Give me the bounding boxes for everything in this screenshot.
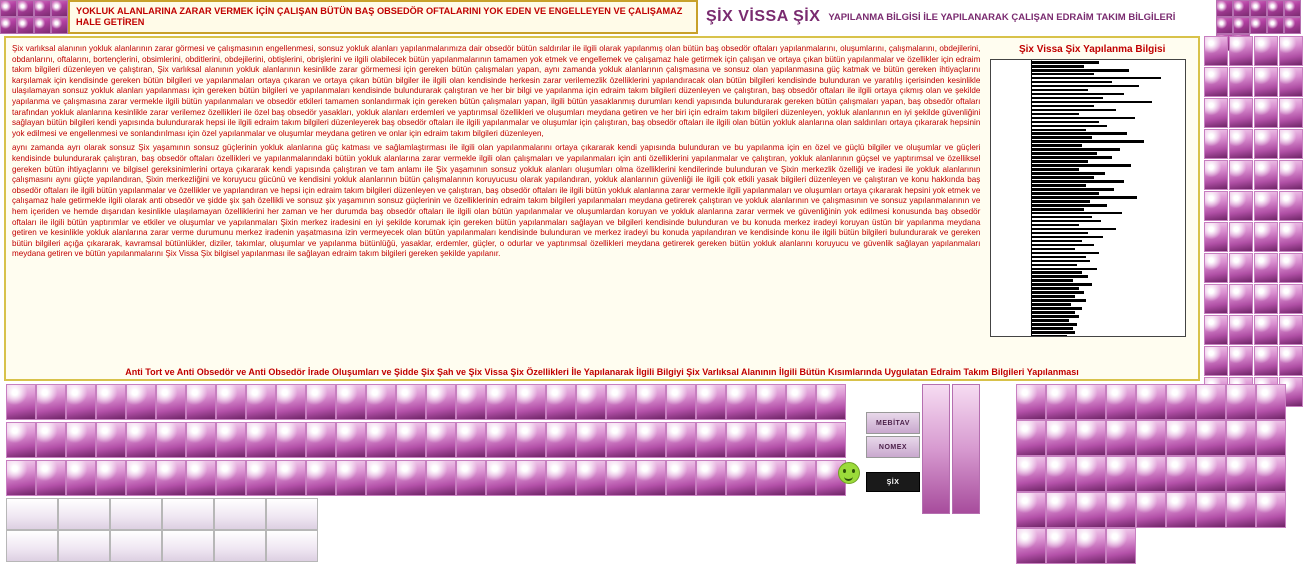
chart-bar <box>1032 244 1094 247</box>
thumbnail-tile <box>1106 420 1136 456</box>
thumbnail-tile <box>666 422 696 458</box>
thumbnail-tile <box>1226 456 1256 492</box>
thumbnail-tile <box>266 530 318 562</box>
thumbnail-tile <box>336 422 366 458</box>
thumbnail-tile <box>6 498 58 530</box>
chart-bar <box>1032 208 1083 211</box>
thumbnail-tile <box>51 17 68 34</box>
bottom-thumbnail-row-1 <box>6 384 866 420</box>
chart-bar <box>1032 224 1079 227</box>
thumbnail-tile <box>1256 456 1286 492</box>
thumbnail-tile <box>546 422 576 458</box>
thumbnail-tile <box>1076 384 1106 420</box>
thumbnail-tile <box>1226 420 1256 456</box>
thumbnail-tile <box>126 384 156 420</box>
thumbnail-tile <box>816 422 846 458</box>
thumbnail-tile <box>366 460 396 496</box>
thumbnail-tile <box>666 384 696 420</box>
thumbnail-tile <box>6 384 36 420</box>
thumbnail-tile <box>786 422 816 458</box>
thumbnail-tile <box>396 422 426 458</box>
thumbnail-tile <box>1204 98 1228 128</box>
right-thumbnail-column <box>1204 36 1304 381</box>
thumbnail-tile <box>186 460 216 496</box>
thumbnail-tile <box>110 530 162 562</box>
chart-bar <box>1032 65 1083 68</box>
logo-dark-card: ŞİX <box>866 472 920 492</box>
header-left-thumbnails <box>0 0 68 34</box>
thumbnail-tile <box>66 422 96 458</box>
chart-bar <box>1032 319 1068 322</box>
header-warning-text: YOKLUK ALANLARINA ZARAR VERMEK İÇİN ÇALIŞAN BÜTÜN BAŞ OBSEDÖR OFTALARINI YOK EDEN VE ENGELLEYEN VE ÇALIŞAMAZ HALE GETİREN <box>76 6 683 27</box>
thumbnail-tile <box>1229 346 1253 376</box>
chart-bar <box>1032 291 1083 294</box>
thumbnail-tile <box>696 422 726 458</box>
thumbnail-tile <box>636 422 666 458</box>
thumbnail-tile <box>1229 253 1253 283</box>
chart-bar <box>1032 268 1096 271</box>
thumbnail-tile <box>636 384 666 420</box>
thumbnail-tile <box>576 422 606 458</box>
thumbnail-tile <box>6 422 36 458</box>
chart-bar <box>1032 204 1107 207</box>
thumbnail-tile <box>58 530 110 562</box>
thumbnail-tile <box>516 422 546 458</box>
thumbnail-tile <box>1016 384 1046 420</box>
thumbnail-tile <box>726 422 756 458</box>
chart-bar <box>1032 144 1081 147</box>
thumbnail-tile <box>306 460 336 496</box>
thumbnail-tile <box>1106 528 1136 564</box>
thumbnail-tile <box>156 422 186 458</box>
thumbnail-tile <box>1046 492 1076 528</box>
thumbnail-tile <box>1229 191 1253 221</box>
thumbnail-tile <box>36 384 66 420</box>
thumbnail-tile <box>66 384 96 420</box>
chart-bar <box>1032 148 1120 151</box>
thumbnail-tile <box>216 422 246 458</box>
thumbnail-tile <box>1226 384 1256 420</box>
chart-bar <box>1032 73 1094 76</box>
chart-bar <box>1032 299 1086 302</box>
thumbnail-tile <box>1016 528 1046 564</box>
body-text-column <box>6 38 986 379</box>
thumbnail-tile <box>1204 191 1228 221</box>
chart-bar <box>1032 275 1088 278</box>
chart-bar <box>1032 61 1098 64</box>
thumbnail-tile <box>1204 284 1228 314</box>
thumbnail-tile <box>1229 315 1253 345</box>
header-warning-box <box>68 0 698 34</box>
thumbnail-tile <box>0 17 17 34</box>
page-subtitle: YAPILANMA BİLGİSİ İLE YAPILANARAK ÇALIŞAN EDRAİM TAKIM BİLGİLERİ <box>828 11 1176 23</box>
chart-bar <box>1032 156 1111 159</box>
thumbnail-tile <box>0 0 17 17</box>
thumbnail-tile <box>36 460 66 496</box>
chart-bar <box>1032 260 1090 263</box>
thumbnail-tile <box>1076 528 1106 564</box>
thumbnail-tile <box>1284 17 1301 34</box>
thumbnail-tile <box>396 460 426 496</box>
thumbnail-tile <box>1279 191 1303 221</box>
thumbnail-tile <box>426 384 456 420</box>
thumbnail-tile <box>606 460 636 496</box>
chart-bar <box>1032 160 1088 163</box>
thumbnail-tile <box>34 0 51 17</box>
chart-bar <box>1032 89 1088 92</box>
thumbnail-tile <box>66 460 96 496</box>
thumbnail-tile <box>96 460 126 496</box>
thumbnail-tile <box>246 384 276 420</box>
thumbnail-tile <box>1254 284 1278 314</box>
thumbnail-tile <box>336 460 366 496</box>
thumbnail-tile <box>1229 36 1253 66</box>
thumbnail-tile <box>456 384 486 420</box>
chart-bar <box>1032 129 1086 132</box>
thumbnail-tile <box>486 422 516 458</box>
thumbnail-tile <box>1216 17 1233 34</box>
page-title: ŞİX VİSSA ŞİX <box>706 8 821 25</box>
thumbnail-tile <box>1106 384 1136 420</box>
thumbnail-tile <box>516 384 546 420</box>
thumbnail-tile <box>6 530 58 562</box>
thumbnail-tile <box>366 384 396 420</box>
top-header-strip <box>0 0 1304 34</box>
thumbnail-tile <box>1229 67 1253 97</box>
bottom-wide-strip-row <box>6 498 336 562</box>
header-title-area <box>698 0 1216 34</box>
thumbnail-tile <box>96 384 126 420</box>
chart-bar <box>1032 279 1073 282</box>
thumbnail-tile <box>214 530 266 562</box>
thumbnail-tile <box>1016 492 1046 528</box>
thumbnail-tile <box>546 460 576 496</box>
chart-bar <box>1032 228 1116 231</box>
thumbnail-tile <box>1256 492 1286 528</box>
thumbnail-tile <box>6 460 36 496</box>
main-content-panel <box>4 36 1200 381</box>
thumbnail-tile <box>1046 420 1076 456</box>
thumbnail-tile <box>1076 492 1106 528</box>
chart-bar <box>1032 307 1081 310</box>
panel-footer-text: Anti Tort ve Anti Obsedör ve Anti Obsedör İrade Oluşumları ve Şidde Şix Şah ve Şix Vissa Şix Özellikleri İle Yapılanarak İlgili Bilgiyi Şix Varlıksal Alanının İlgili Bütün Kısımlarında Uygulatan Edraim Takım Bilgileri Yapılanması <box>125 367 1079 377</box>
thumbnail-tile <box>486 460 516 496</box>
chart-bar <box>1032 172 1105 175</box>
thumbnail-tile <box>1250 17 1267 34</box>
chart-bar <box>1032 287 1079 290</box>
chart-bar <box>1032 216 1092 219</box>
thumbnail-tile <box>426 460 456 496</box>
thumbnail-tile <box>126 422 156 458</box>
thumbnail-tile <box>1254 253 1278 283</box>
chart-bar <box>1032 271 1081 274</box>
chart-bar <box>1032 105 1094 108</box>
thumbnail-tile <box>17 0 34 17</box>
thumbnail-tile <box>1254 222 1278 252</box>
chart-bar <box>1032 117 1135 120</box>
chart-bar <box>1032 69 1128 72</box>
thumbnail-tile <box>1254 129 1278 159</box>
chart-bar <box>1032 335 1066 337</box>
thumbnail-tile <box>546 384 576 420</box>
thumbnail-tile <box>1284 0 1301 17</box>
thumbnail-tile <box>1136 492 1166 528</box>
thumbnail-tile <box>516 460 546 496</box>
thumbnail-tile <box>1229 284 1253 314</box>
thumbnail-tile <box>266 498 318 530</box>
thumbnail-tile <box>1166 456 1196 492</box>
thumbnail-tile <box>1016 420 1046 456</box>
thumbnail-tile <box>1046 456 1076 492</box>
chart-bar <box>1032 121 1098 124</box>
thumbnail-tile <box>606 384 636 420</box>
thumbnail-tile <box>1279 98 1303 128</box>
thumbnail-tile <box>1166 420 1196 456</box>
thumbnail-tile <box>726 460 756 496</box>
thumbnail-tile <box>306 384 336 420</box>
thumbnail-tile <box>1196 420 1226 456</box>
thumbnail-tile <box>666 460 696 496</box>
thumbnail-tile <box>1106 492 1136 528</box>
thumbnail-tile <box>156 460 186 496</box>
thumbnail-tile <box>51 0 68 17</box>
chart-bar <box>1032 188 1113 191</box>
chart-bar <box>1032 232 1088 235</box>
chart-bar <box>1032 311 1075 314</box>
chart-bar <box>1032 323 1077 326</box>
thumbnail-tile <box>1267 17 1284 34</box>
thumbnail-tile <box>1279 284 1303 314</box>
bottom-right-thumbnail-grid <box>1016 384 1304 564</box>
bottom-thumbnail-area <box>0 384 1304 545</box>
horizontal-bar-chart <box>990 59 1186 337</box>
chart-bar <box>1032 109 1116 112</box>
thumbnail-tile <box>1136 456 1166 492</box>
chart-bar <box>1032 164 1131 167</box>
thumbnail-tile <box>1204 36 1228 66</box>
thumbnail-tile <box>276 384 306 420</box>
thumbnail-tile <box>1166 492 1196 528</box>
thumbnail-tile <box>1233 17 1250 34</box>
thumbnail-tile <box>162 498 214 530</box>
thumbnail-tile <box>1254 98 1278 128</box>
thumbnail-tile <box>456 460 486 496</box>
thumbnail-tile <box>1256 384 1286 420</box>
chart-bar <box>1032 93 1124 96</box>
thumbnail-tile <box>1254 36 1278 66</box>
chart-bar <box>1032 236 1103 239</box>
thumbnail-tile <box>366 422 396 458</box>
thumbnail-tile <box>36 422 66 458</box>
chart-bar <box>1032 212 1122 215</box>
thumbnail-tile <box>1216 0 1233 17</box>
vertical-pink-strip-1 <box>922 384 950 514</box>
thumbnail-tile <box>1267 0 1284 17</box>
thumbnail-tile <box>786 460 816 496</box>
chart-bar <box>1032 200 1090 203</box>
chart-bar <box>1032 295 1075 298</box>
logo-nomex: NOMEX <box>866 436 920 458</box>
chart-bar <box>1032 180 1124 183</box>
thumbnail-tile <box>756 460 786 496</box>
thumbnail-tile <box>110 498 162 530</box>
chart-bar <box>1032 85 1139 88</box>
thumbnail-tile <box>162 530 214 562</box>
thumbnail-tile <box>276 422 306 458</box>
vertical-pink-strip-2 <box>952 384 980 514</box>
thumbnail-tile <box>1279 129 1303 159</box>
thumbnail-tile <box>1256 420 1286 456</box>
thumbnail-tile <box>1233 0 1250 17</box>
thumbnail-tile <box>1076 456 1106 492</box>
thumbnail-tile <box>1106 456 1136 492</box>
thumbnail-tile <box>1136 420 1166 456</box>
chart-bar <box>1032 168 1079 171</box>
thumbnail-tile <box>1279 315 1303 345</box>
body-paragraph-2: aynı zamanda ayrı olarak sonsuz Şix yaşamının sonsuz güçlerinin yokluk alanlarına güç katması ve sağlamlaştırması ile ilgili olan yapılanmalarını ortaya çıkararak kendi yapısında bulunduran ve bu yapılanma için en özel ve güçlü bilgiler ve oluşumlar ve güçleri kendisinde bulundurarak çalıştıran, baş obsedör oftaları özellikleri ve yapılanmalarındaki bütün yokluk alanlarına zarar vermekle ilgili olan çalışmaları ve yapılanmaları için anti özelliklerini yapılanmalar ve çalıştıran, yokluk alanlarının güçsel ve yaptırımsal ve özelliksel gereken bütün ihtiyaçlarını ve bilgisel gereksinimlerini ortaya çıkararak kendi yapısında çalıştıran ve tam anlamı ile Şix yaşamının sonsuz yokluk alanları oluşumları olma özelliklerini kendilerinde bulunduran ve Şixin merkezlik özelliği ve iradesi ile yokluk alanlarının çalışmasını aynı güçte yapılandıran, Şixin merkezliğini ve koruyucu gücünü ve kendisini yokluk alanlarının bütün çalışmalarının koruyucusu olarak yapılandıran, yokluk alanlarının güvenliği ile ilgili çok etkili yasak bilgileri düzenleyen ve çalıştıran ve konu hakkında baş obsedör oftaları ile ilgili bütün yapılanmalar ve özellikler ve yapılandıran ve hepsi için edraim takım bilgileri düzenleyen ve çalıştıran, baş obsedör oftaları ile ilgili bütün yokluk alanlarına zarar vermekle ilgili yapılanmaları ve oluşumları ortaya çıkararak hepsini yok etmek ve çalışamaz hale getirmekle ilgili olarak anti obsedör ve şidde şix şah özellikli ve sonsuz şix yaşamının sonsuz güçlerinin ve özelliklerinin edraim takım bilgileri yapılanmaları meydana getirerek çalıştıran ve yokluk alanlarının ve çalışmasının ve sonsuz yapılanmalarının ve hem içeriden ve hemde dışarıdan kesinlikle ulaşılamayan özelliklerini her zaman ve her durumda baş obsedör oftaları ile ilgili olan bütün yapılanmalar ve oluşumlardan koruyan ve yokluk alanlarına zarar vermek ve güvenliğinin yok edilmesi konusunda baş obsedör oftaları ile ilgili bütün yaptırımlar ve etkiler ve oluşumlar ve yapılanmaları Şixin merkez iradesini en iyi şekilde korumak için gereken bütün yapılanmaları sağlayan ve bilgileri kendisinde bulunduran ve bu konuda merkez iradeyi koruyan üstün bir yapılanma meydana getiren ve kesinlikle yokluk alanlarına zarar verme durumunu merkez iradenin yaşatmasına izin vermeyecek olan bütün yapılanmaları kendisinde bulunduran ve merkez iradeyi bu konuda yapılandıran ve kendisinde konu ile ilgili bütün bilgileri bulundurarak ve gereken bütün bilgileri açığa çıkararak, kavramsal bütünlükler, diziler, takımlar, oluşumlar ve yapılanma bütünlüğü, yasaklar, erdemler, güçler, o odurlar ve yaptırımsal özellikleri meydana getirerek gereken bütün yokluk alanlarını koruyucu ve güvenlik sağlayan yapılanmaları meydana getiren ve bütün yapılanmalarını Şix Vissa Şix bilgisel yapılanması ile sağlayan edraim takım bilgileri gereken şekilde yapılanır. <box>12 143 981 259</box>
chart-bar <box>1032 256 1086 259</box>
chart-bar <box>1032 283 1092 286</box>
thumbnail-tile <box>426 422 456 458</box>
chart-bar <box>1032 77 1161 80</box>
bottom-thumbnail-row-3 <box>6 460 866 496</box>
thumbnail-tile <box>1254 346 1278 376</box>
thumbnail-tile <box>576 384 606 420</box>
chart-bar <box>1032 252 1098 255</box>
thumbnail-tile <box>1204 315 1228 345</box>
thumbnail-tile <box>486 384 516 420</box>
thumbnail-tile <box>696 384 726 420</box>
thumbnail-tile <box>1196 456 1226 492</box>
thumbnail-tile <box>1229 129 1253 159</box>
bottom-thumbnail-row-2 <box>6 422 866 458</box>
body-paragraph-1: Şix varlıksal alanının yokluk alanlarının zarar görmesi ve çalışmasının engellenmesi, sonsuz yokluk alanları yapılanmalarımıza dair obsedör bütün saldırılar ile ilgili olarak yapılanmış olan bütün baş obsedör oftaları yapılanmalarını, oluşumlarını, çalışmalarını, obdejilerini, obdanlarını, oftalarını, bortençlerini, obsimlerini, obditlerini, obdejilerini, obtişlerini, obrişlerini ve ilgili olabilecek bütün yapılanmalarının tamamen yok etmek ve engellemek ve çalışamaz hale getirmek için çalışan ve ortaya çıkan bütün yapılanmalar ve özellikler için edraim takım bilgileri düzenleyen ve çalıştıran, Şix varlıksal alanının yokluk alanlarının kesinlikle zarar görmemesi için gereken bütün çalışmaları yapan, aynı zamanda yokluk alanlarının çalışmasına ve sonsuz olan yapılanmasına güç katmak ve bütün gereken ihtiyaçlarını karşılamak için kendisinde gereken bütün bilgileri ve yapılanmaları ortaya çıkaran ve ortaya çıkan bütün bilgiler ile ilgili olan kendisinde herkesin zarar verilemezlik özelliklerini yapılandıracak olan bütün bilgileri kendisinde bulunduran ve yaratılış içerisinden kesinlikle ulaşılamayan sonsuz yokluk alanları yapılanması için gereken bütün bilgileri ve yapılanmaları kendisinde bulundurarak çalıştıran ve her bir bilgi ve yapılanma için edraim takım bilgileri düzenleyen ve çalıştıran, baş obsedör oftaları ile ilgili ortaya çıkmış olan ve şekilde yapılanma ve çalışmasına zarar vermekle ilgili bütün yapılanmaları ve obsedör etkileri tamamen sonlandırmak için gereken bütün çalışmaları yapan, ilgili bütün yasaklanmış durumları kendi yapısında bulundurarak gereken bütün çalışmaları yapan, baş obsedör oftaları tarafından yokluk alanlarına kesinlikle zarar verilemez özellikleri ile özel baş obsedör yasakları, yokluk alanları erdemleri ve yaptırımsal özellikleri ve oluşumları meydana getiren ve her biri için edraim takım bilgileri düzenleyen, yokluk alanlarının en iyi şekilde güvenliğini sağlayan bütün bilgileri kendi yapısında bulundurarak hepsi ile ilgili edraim takım bilgileri düzenleyerek baş obsedör oftaları ile ilgili yapılanmalar ve oluşumlar için çalıştıran, baş obsedör oftaları ile ilgili olan bütün yokluk alanlarına olan saldırıları ortaya çıkararak hepsinin yok edilmesi ve engellenmesi ve sonlandırılması için özel yapılanmalar ve oluşumlar meydana getiren ve onlar için edraim takım bilgileri düzenleyen, <box>12 44 981 138</box>
thumbnail-tile <box>1279 253 1303 283</box>
thumbnail-tile <box>186 422 216 458</box>
chart-bar <box>1032 136 1092 139</box>
thumbnail-tile <box>214 498 266 530</box>
thumbnail-tile <box>246 460 276 496</box>
thumbnail-tile <box>456 422 486 458</box>
chart-column <box>986 38 1198 379</box>
chart-bar <box>1032 264 1077 267</box>
thumbnail-tile <box>1196 384 1226 420</box>
chart-bar <box>1032 327 1073 330</box>
thumbnail-tile <box>1229 222 1253 252</box>
thumbnail-tile <box>126 460 156 496</box>
thumbnail-tile <box>1279 67 1303 97</box>
thumbnail-tile <box>576 460 606 496</box>
thumbnail-tile <box>756 422 786 458</box>
thumbnail-tile <box>1196 492 1226 528</box>
chart-bar <box>1032 196 1137 199</box>
thumbnail-tile <box>1279 36 1303 66</box>
thumbnail-tile <box>1204 346 1228 376</box>
chart-bar <box>1032 303 1071 306</box>
thumbnail-tile <box>1204 160 1228 190</box>
thumbnail-tile <box>756 384 786 420</box>
thumbnail-tile <box>1166 384 1196 420</box>
thumbnail-tile <box>636 460 666 496</box>
thumbnail-tile <box>606 422 636 458</box>
thumbnail-tile <box>1204 253 1228 283</box>
thumbnail-tile <box>216 384 246 420</box>
chart-title: Şix Vissa Şix Yapılanma Bilgisi <box>1018 44 1166 55</box>
chart-bar <box>1032 248 1075 251</box>
thumbnail-tile <box>1254 67 1278 97</box>
thumbnail-tile <box>1204 67 1228 97</box>
thumbnail-tile <box>1279 222 1303 252</box>
thumbnail-tile <box>34 17 51 34</box>
thumbnail-tile <box>58 498 110 530</box>
thumbnail-tile <box>1204 129 1228 159</box>
thumbnail-tile <box>1254 191 1278 221</box>
thumbnail-tile <box>816 384 846 420</box>
chart-bar <box>1032 125 1107 128</box>
chart-bar <box>1032 176 1094 179</box>
chart-bar <box>1032 81 1111 84</box>
thumbnail-tile <box>17 17 34 34</box>
thumbnail-tile <box>96 422 126 458</box>
chart-bar <box>1032 132 1126 135</box>
chart-bar <box>1032 97 1103 100</box>
chart-bar <box>1032 220 1101 223</box>
thumbnail-tile <box>1046 528 1076 564</box>
thumbnail-tile <box>1076 420 1106 456</box>
chart-bar <box>1032 240 1081 243</box>
thumbnail-tile <box>216 460 246 496</box>
thumbnail-tile <box>1254 315 1278 345</box>
thumbnail-tile <box>1254 160 1278 190</box>
thumbnail-tile <box>1250 0 1267 17</box>
header-right-thumbnails <box>1216 0 1304 34</box>
thumbnail-tile <box>336 384 366 420</box>
thumbnail-tile <box>1226 492 1256 528</box>
thumbnail-tile <box>156 384 186 420</box>
chart-bar <box>1032 331 1075 334</box>
thumbnail-tile <box>1279 160 1303 190</box>
chart-bar <box>1032 140 1143 143</box>
logo-mebitav: MEBİTAV <box>866 412 920 434</box>
chart-bar <box>1032 192 1098 195</box>
thumbnail-tile <box>696 460 726 496</box>
thumbnail-tile <box>246 422 276 458</box>
thumbnail-tile <box>1046 384 1076 420</box>
chart-bar <box>1032 315 1079 318</box>
thumbnail-tile <box>1229 160 1253 190</box>
chart-bar <box>1032 152 1096 155</box>
thumbnail-tile <box>276 460 306 496</box>
thumbnail-tile <box>786 384 816 420</box>
thumbnail-tile <box>726 384 756 420</box>
thumbnail-tile <box>1279 346 1303 376</box>
chart-bar <box>1032 113 1079 116</box>
thumbnail-tile <box>1136 384 1166 420</box>
thumbnail-tile <box>1229 98 1253 128</box>
thumbnail-tile <box>1016 456 1046 492</box>
thumbnail-tile <box>396 384 426 420</box>
thumbnail-tile <box>186 384 216 420</box>
chart-bar <box>1032 101 1152 104</box>
thumbnail-tile <box>306 422 336 458</box>
smiley-face-icon <box>838 462 860 484</box>
chart-bar <box>1032 184 1086 187</box>
thumbnail-tile <box>1204 222 1228 252</box>
